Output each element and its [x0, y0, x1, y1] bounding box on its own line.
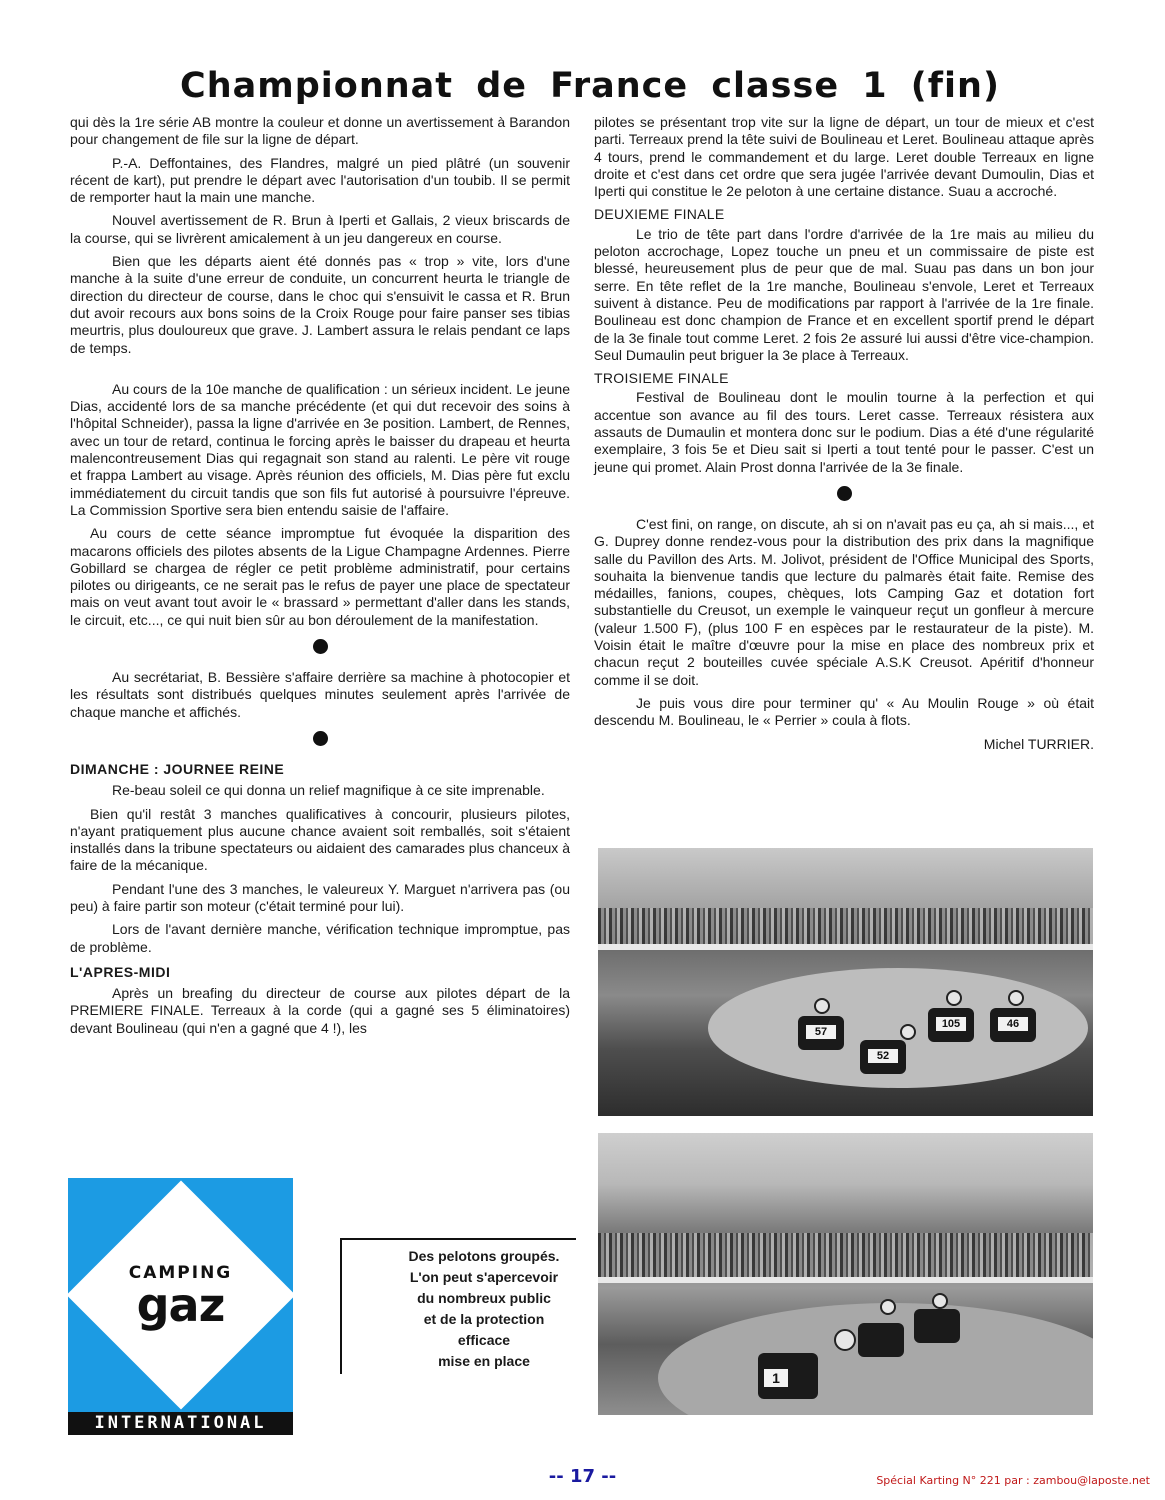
kart: [914, 1309, 960, 1343]
kart-number: 105: [936, 1017, 966, 1031]
track-barrier: [598, 944, 1093, 950]
footer-credit: Spécial Karting N° 221 par : zambou@laposte.net: [876, 1474, 1150, 1487]
article-paragraph: Au cours de la 10e manche de qualification : un sérieux incident. Le jeune Dias, accidenté lors de sa manche précédente (et qui dut recevoir des soins à l'hôpital Schneider), passa la ligne d'arrivée en 3e position. Lambert, de Rennes, avec un tour de retard, continua le forcing après le baisser du drapeau et heurta malencontreusement Dias qui regagnait son stand au ralenti. Le père vit rouge et frappa Lambert au visage. Après réunion des officiels, M. Dias père fut exclu immédiatement du circuit tandis que son fils fut autorisé à poursuivre l'épreuve. La Commission Sportive sera bien entendu saisie de l'affaire.: [70, 380, 570, 518]
helmet-icon: [834, 1329, 856, 1351]
right-column: [594, 114, 1094, 753]
article-paragraph: Je puis vous dire pour terminer qu' « Au Moulin Rouge » où était descendu M. Boulineau, le « Perrier » coula à flots.: [594, 694, 1094, 729]
caption-line: efficace: [457, 1332, 511, 1348]
section-heading: DEUXIEME FINALE: [594, 206, 725, 223]
helmet-icon: [946, 990, 962, 1006]
kart-number: 52: [868, 1049, 898, 1063]
helmet-icon: [880, 1299, 896, 1315]
bullet-dot-icon: [313, 639, 328, 654]
article-paragraph: Au cours de cette séance impromptue fut évoquée la disparition des macarons officiels des pilotes absents de la Ligue Champagne Ardennes. Pierre Gobillard se chargea de régler ce petit problème administratif, pour certains pilotes ou dirigeants, ce ne serait pas le refus de payer une place de spectateur mais on veut avant tout avoir le « brassard » permettant d'aller dans les stands, le circuit, etc..., ce qui nuit bien sûr au bon déroulement de la manifestation.: [70, 525, 570, 628]
section-separator: [70, 727, 570, 753]
crowd-stands: [598, 908, 1093, 944]
section-separator: [594, 482, 1094, 508]
section-separator: [70, 635, 570, 661]
article-paragraph: Festival de Boulineau dont le moulin tourne à la perfection et qui accentue son avance au fil des tours. Leret casse. Terreaux résistera aux assauts de Dumaulin et montera donc sur le podium. Dias a été d'une régularité exemplaire, 3 fois 5e et Dieu sait si Iperti a tout tenté pour le passer. C'est un jeune qui promet. Alain Prost donna l'arrivée de la 3e finale.: [594, 389, 1094, 475]
track-surface: [658, 1303, 1093, 1415]
article-paragraph: pilotes se présentant trop vite sur la ligne de départ, un tour de mieux et c'est parti. Terreaux prend la tête suivi de Boulineau et Leret. Boulineau attaque après 4 tours, prend le commandement et du large. Leret double Terreaux en ligne droite et c'est dans cet ordre que sera jugée l'arrivée devant Dumoulin, Dias et Iperti qui constitue le 2e peloton à une certaine distance. Suau a accroché.: [594, 114, 1094, 200]
article-paragraph: Le trio de tête part dans l'ordre d'arrivée de la 1re mais au milieu du peloton accrochage, Lopez touche un pneu et un commissaire de piste est blessé, heureusement plus de peur que de mal. Suau pas dans un bon jour serre. En tête reflet de la 1re manche, Boulineau s'envole, Leret et Terreaux suivent à distance. Peu de modifications par rapport à l'arrivée de la 1re finale. Boulineau est donc champion de France et en excellent sportif prend le départ de la 3e finale tout comme Leret. 2 fois 2e assuré lui aussi d'être vice-champion. Seul Dumaulin peut briguer la 3e place à Terreaux.: [594, 225, 1094, 363]
bullet-dot-icon: [313, 731, 328, 746]
kart: [928, 1008, 974, 1042]
helmet-icon: [932, 1293, 948, 1309]
page-number: -- 17 --: [548, 1466, 617, 1487]
logo-text-gaz: gaz: [136, 1278, 225, 1332]
article-paragraph: Nouvel avertissement de R. Brun à Iperti et Gallais, 2 vieux briscards de la course, qui se livrèrent amicalement à un jeu dangereux en course.: [70, 212, 570, 246]
article-paragraph: Bien qu'il restât 3 manches qualificatives à concourir, plusieurs pilotes, n'ayant pratiquement plus aucune chance avaient soit remballés, soit s'étaient installés dans la tribune spectateurs ou aidaient des camarades plus chanceux à faire de la mécanique.: [70, 805, 570, 874]
article-paragraph: P.-A. Deffontaines, des Flandres, malgré un pied plâtré (un souvenir récent de kart), put prendre le départ avec l'autorisation d'un toubib. Il se permit de remporter haut la main une manche.: [70, 154, 570, 206]
race-photo-bottom: [598, 1133, 1093, 1415]
camping-gaz-logo: [68, 1178, 293, 1412]
kart: [858, 1323, 904, 1357]
article-paragraph: Au secrétariat, B. Bessière s'affaire derrière sa machine à photocopier et les résultats sont distribués quelques minutes seulement après l'arrivée de chaque manche et affichés.: [70, 669, 570, 720]
article-paragraph: Lors de l'avant dernière manche, vérification technique impromptue, pas de problème.: [70, 921, 570, 955]
race-photo-top: [598, 848, 1093, 1116]
kart-number: 46: [998, 1017, 1028, 1031]
track-barrier: [598, 1277, 1093, 1283]
photo-caption: [340, 1238, 576, 1374]
helmet-icon: [1008, 990, 1024, 1006]
helmet-icon: [814, 998, 830, 1014]
kart-number: 57: [806, 1025, 836, 1039]
section-heading: TROISIEME FINALE: [594, 370, 729, 387]
kart: [798, 1016, 844, 1050]
section-heading: L'APRES-MIDI: [70, 963, 171, 980]
article-paragraph: Bien que les départs aient été donnés pas « trop » vite, lors d'une manche à la suite d'une erreur de conduite, un concurrent heurta le triangle de direction du directeur de course, dans le choc qui s'ensuivit le cassa et R. Brun dut avoir recours aux bons soins de la Croix Rouge pour faire panser ses tibias meurtris, plus douloureux que grave. J. Lambert assura le relais pendant ce laps de temps.: [70, 253, 570, 356]
caption-line: et de la protection: [423, 1311, 545, 1327]
article-paragraph: Après un breafing du directeur de course aux pilotes départ de la PREMIERE FINALE. Terreaux à la corde (qui a gagné ses 5 éliminatoires) devant Boulineau (qui n'en a gagné que 4 !), les: [70, 985, 570, 1036]
crowd-stands: [598, 1233, 1093, 1277]
bullet-dot-icon: [837, 486, 852, 501]
logo-international-bar: INTERNATIONAL: [68, 1412, 293, 1435]
logo-text-camping: CAMPING: [128, 1263, 233, 1283]
kart: [990, 1008, 1036, 1042]
article-paragraph: Pendant l'une des 3 manches, le valeureux Y. Marguet n'arrivera pas (ou peu) à faire partir son moteur (c'était terminé pour lui).: [70, 880, 570, 914]
author-signature: Michel TURRIER.: [983, 735, 1094, 752]
caption-line: L'on peut s'apercevoir: [409, 1269, 559, 1285]
left-column: [70, 114, 570, 1043]
section-heading: DIMANCHE : JOURNEE REINE: [70, 760, 285, 777]
spacer: [70, 363, 570, 381]
article-paragraph: Re-beau soleil ce qui donna un relief magnifique à ce site imprenable.: [112, 782, 545, 799]
caption-line: du nombreux public: [417, 1290, 551, 1306]
article-paragraph: qui dès la 1re série AB montre la couleur et donne un avertissement à Barandon pour changement de file sur la ligne de départ.: [70, 114, 570, 148]
page-title: Championnat de France classe 1 (fin): [180, 66, 1000, 106]
kart-number: 1: [764, 1369, 788, 1387]
kart: [758, 1353, 818, 1399]
caption-line: Des pelotons groupés.: [408, 1248, 560, 1264]
article-paragraph: C'est fini, on range, on discute, ah si on n'avait pas eu ça, ah si mais..., et G. Duprey donne rendez-vous pour la distribution des prix dans la magnifique salle du Pavillon des Arts. M. Jolivot, président de l'Office Municipal des Sports, souhaita la bienvenue tandis que lecture du palmarès était faite. Remise des médailles, fanions, coupes, chèques, lots Camping Gaz et dotation fort substantielle du Creusot, un exemple le vainqueur reçut un gonfleur à mercure (valeur 1.500 F), (plus 100 F en espèces par le restaurateur de la piste). M. Voisin était le maître d'œuvre pour la mise en place des nombreux prix et chacun reçut 2 bouteilles cuvée spéciale A.S.K Creusot. Apéritif d'honneur comme il se doit.: [594, 515, 1094, 688]
kart: [860, 1040, 906, 1074]
caption-line: mise en place: [438, 1353, 530, 1369]
helmet-icon: [900, 1024, 916, 1040]
